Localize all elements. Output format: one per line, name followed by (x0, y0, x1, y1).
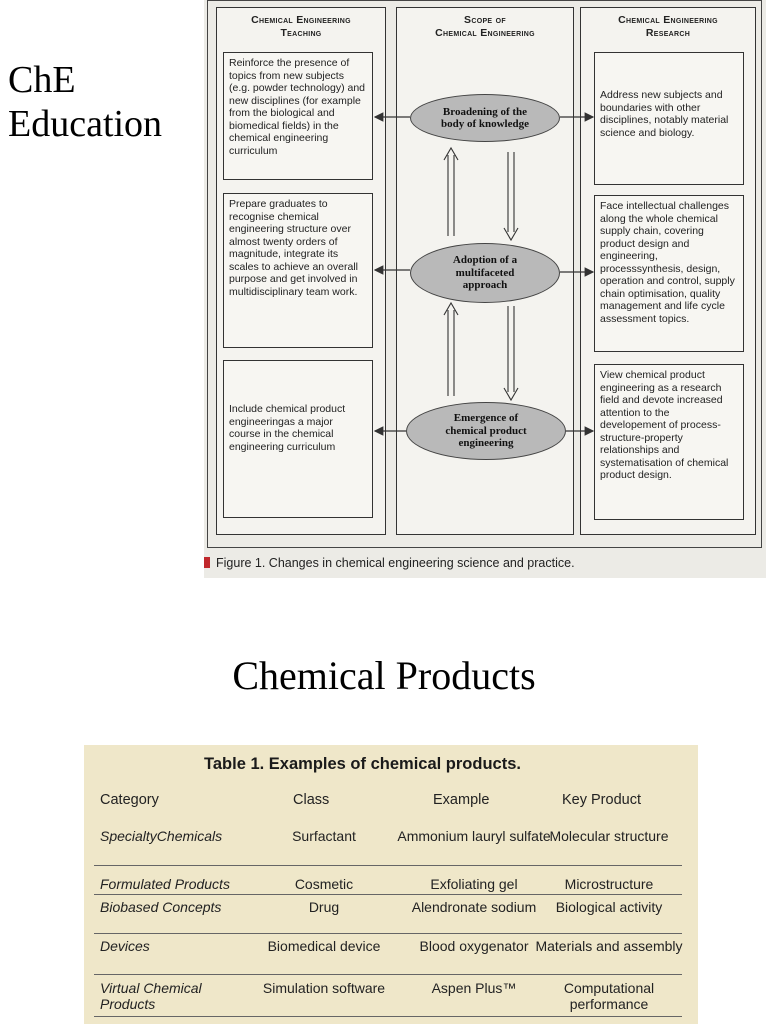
cell-key-product: Biological activity (555, 899, 663, 915)
vertical-arrow-up-2 (448, 310, 454, 396)
cell-key-product: Microstructure (564, 876, 654, 892)
column-research-heading: Chemical Engineering Research (618, 14, 718, 39)
cell-class: Simulation software (262, 980, 386, 996)
cell-class: Surfactant (292, 828, 356, 844)
teaching-box-1: Reinforce the presence of topics from new subjects (e.g. powder technology) and new disciplines (for example from the biological and biomedical fields) in the chemical engineering curriculum (223, 52, 373, 180)
caption-marker-icon (204, 557, 210, 568)
column-scope-heading: Scope of Chemical Engineering (435, 14, 535, 39)
che-education-label (8, 58, 162, 146)
cell-category: Biobased Concepts (100, 899, 222, 915)
row-divider (94, 894, 682, 895)
cell-class: Drug (308, 899, 340, 915)
teaching-box-3: Include chemical product engineeringas a major course in the chemical engineering curriculum (223, 360, 373, 518)
research-box-1: Address new subjects and boundaries with other disciplines, notably material science and biology. (594, 52, 744, 185)
table-header-key-product: Key Product (562, 792, 641, 808)
ellipse-product-engineering: Emergence of chemical product engineering (406, 402, 566, 460)
ellipse-broadening: Broadening of the body of knowledge (410, 94, 560, 142)
cell-class: Biomedical device (267, 938, 381, 954)
figure-chemical-engineering-changes (204, 0, 766, 578)
vertical-arrow-down-1 (508, 152, 514, 232)
teaching-box-2: Prepare graduates to recognise chemical engineering structure over almost twenty orders of magnitude, integrate its scales to achieve an overall purpose and get involved in multidisciplinary team work. (223, 193, 373, 348)
cell-category: SpecialtyChemicals (100, 828, 223, 844)
vertical-arrow-up-1 (448, 155, 454, 236)
cell-category: Virtual Chemical Products (100, 980, 202, 1012)
cell-key-product: Computational performance (563, 980, 655, 1012)
cell-category: Formulated Products (100, 876, 230, 892)
research-box-2: Face intellectual challenges along the whole chemical supply chain, covering product design and engineering, processsynthesis, design, operation and control, supply chain optimisation, quality management and life cycle assessment topics. (594, 195, 744, 352)
cell-example: Exfoliating gel (430, 876, 518, 892)
row-divider (94, 865, 682, 866)
cell-example: Ammonium lauryl sulfate (397, 828, 551, 844)
vertical-arrow-down-2 (508, 306, 514, 392)
row-divider (94, 1016, 682, 1017)
figure-caption: Figure 1. Changes in chemical engineering science and practice. (204, 556, 575, 570)
cell-example: Alendronate sodium (411, 899, 537, 915)
cell-key-product: Materials and assembly (535, 938, 683, 954)
cell-example: Aspen Plus™ (431, 980, 517, 996)
row-divider (94, 933, 682, 934)
row-divider (94, 974, 682, 975)
table-header-category: Category (100, 792, 159, 808)
cell-class: Cosmetic (294, 876, 354, 892)
chemical-products-heading: Chemical Products (232, 653, 536, 698)
che-education-line1: ChE (8, 59, 76, 101)
column-teaching-heading: Chemical Engineering Teaching (251, 14, 351, 39)
research-box-3: View chemical product engineering as a research field and devote increased attention to the developement of process-structure-property relationships and systematisation of chemical product design. (594, 364, 744, 520)
table-header-class: Class (293, 792, 330, 808)
cell-example: Blood oxygenator (419, 938, 529, 954)
ellipse-multifaceted: Adoption of a multifaceted approach (410, 243, 560, 303)
cell-key-product: Molecular structure (549, 828, 669, 844)
table-title: Table 1. Examples of chemical products. (204, 755, 521, 773)
che-education-line2: Education (8, 103, 163, 145)
table-header-example: Example (433, 792, 490, 808)
table-chemical-products (84, 745, 698, 1024)
cell-category: Devices (100, 938, 150, 954)
